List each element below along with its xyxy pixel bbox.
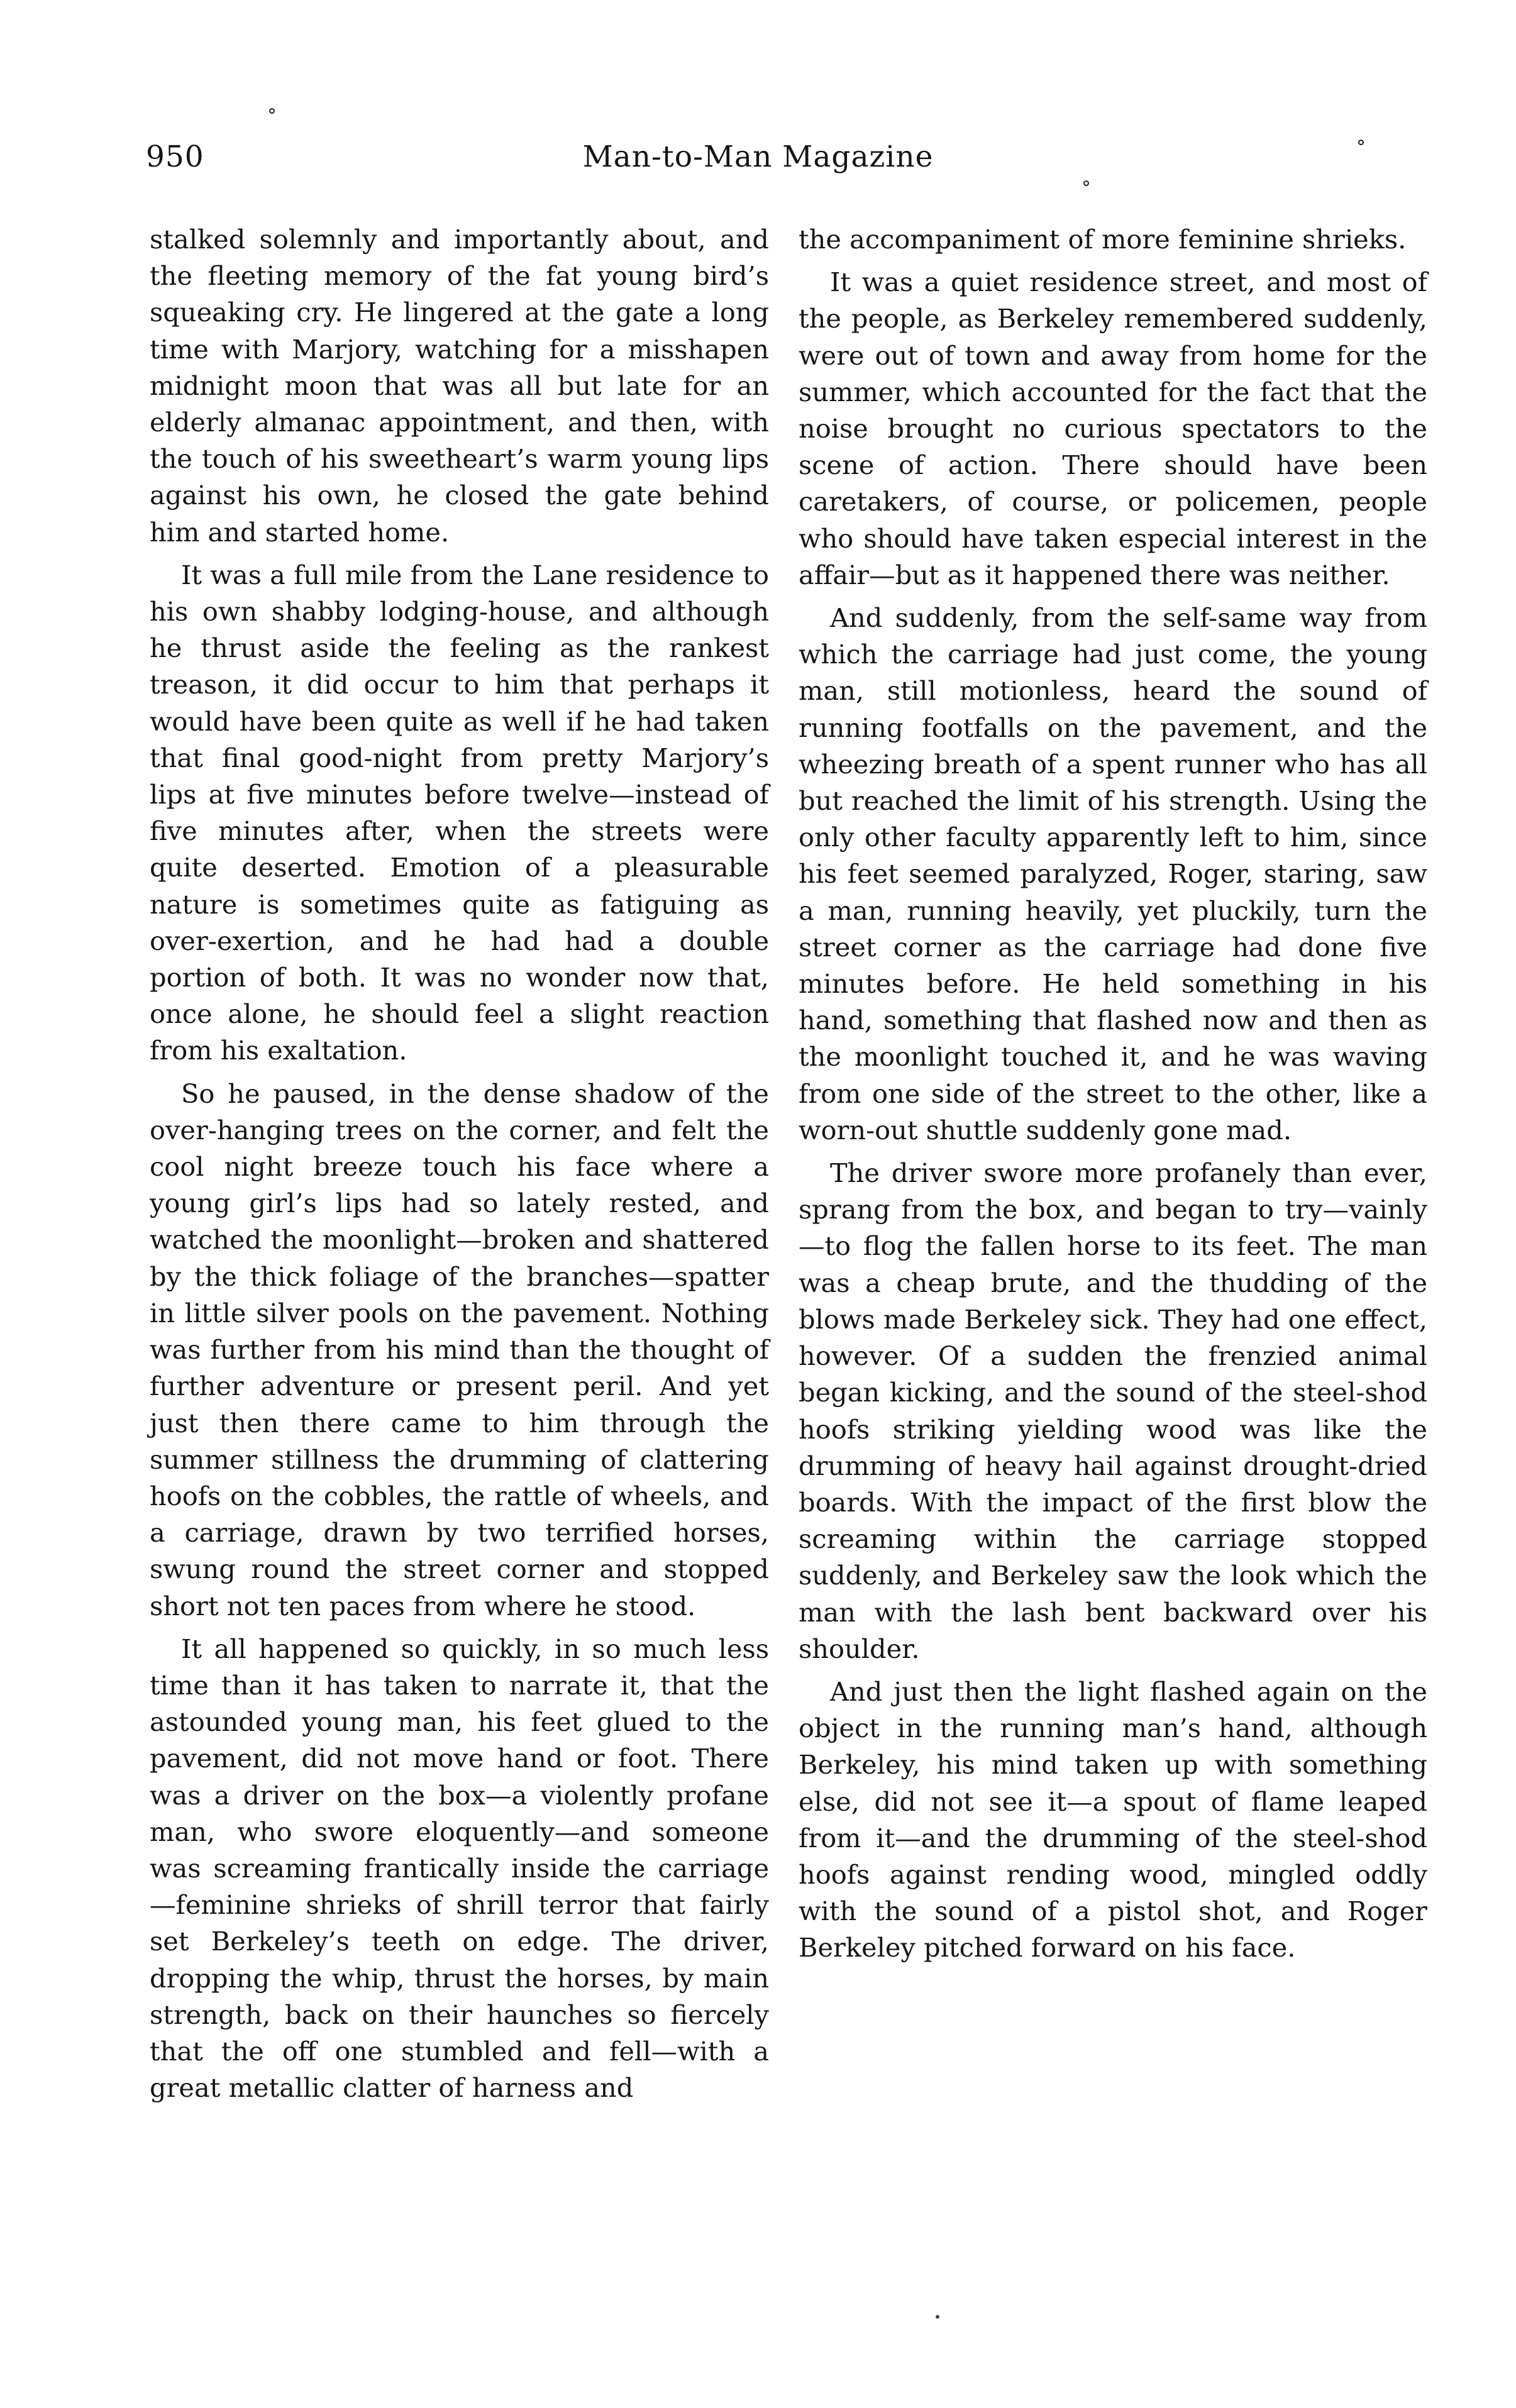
print-dot [1083, 180, 1089, 186]
right-column [799, 221, 1427, 1973]
paragraph: the accompaniment of more feminine shrieks. [799, 224, 1407, 255]
paragraph: The driver swore more profanely than ever, sprang from the box, and began to try—vainly—to flog the fallen horse to its feet. The man was a cheap brute, and the thudding of the blows made Berkeley sick. They had one effect, however. Of a sudden the frenzied animal began kicking, and the sound of the steel-shod hoofs striking yielding wood was like the drumming of heavy hail against drought-dried boards. With the impact of the first blow the screaming within the carriage stopped suddenly, and Berkeley saw the look which the man with the lash bent backward over his shoulder. [799, 1157, 1427, 1664]
page-number: 950 [146, 140, 204, 174]
paragraph: So he paused, in the dense shadow of the over-hanging trees on the corner, and felt the cool night breeze touch his face where a young girl’s lips had so lately rested, and watched the moonlight—broken and shattered by the thick foliage of the branches—spatter in little silver pools on the pavement. Nothing was further from his mind than the thought of further adventure or present peril. And yet just then there came to him through the summer stillness the drumming of clattering hoofs on the cobbles, the rattle of wheels, and a carriage, drawn by two terrified horses, swung round the street corner and stopped short not ten paces from where he stood. [150, 1078, 769, 1621]
running-title: Man-to-Man Magazine [582, 140, 934, 174]
print-dot [1358, 140, 1364, 145]
left-column [150, 221, 769, 2113]
paragraph: And suddenly, from the self-same way from which the carriage had just come, the young man, still motionless, heard the sound of running footfalls on the pavement, and the wheezing breath of a spent runner who has all but reached the limit of his strength. Using the only other faculty apparently left to him, since his feet seemed paralyzed, Roger, staring, saw a man, running heavily, yet pluckily, turn the street corner as the carriage had done five minutes before. He held something in his hand, something that flashed now and then as the moonlight touched it, and he was waving from one side of the street to the other, like a worn-out shuttle suddenly gone mad. [799, 602, 1427, 1146]
paragraph: It all happened so quickly, in so much less time than it has taken to narrate it, that the astounded young man, his feet glued to the pavement, did not move hand or foot. There was a driver on the box—a violently profane man, who swore eloquently—and someone was screaming frantically inside the carriage—feminine shrieks of shrill terror that fairly set Berkeley’s teeth on edge. The driver, dropping the whip, thrust the horses, by main strength, back on their haunches so fiercely that the off one stumbled and fell—with a great metallic clatter of harness and [150, 1633, 769, 2104]
paragraph: It was a quiet residence street, and most of the people, as Berkeley remembered suddenly, were out of town and away from home for the summer, which accounted for the fact that the noise brought no curious spectators to the scene of action. There should have been caretakers, of course, or policemen, people who should have taken especial interest in the affair—but as it happened there was neither. [799, 267, 1427, 590]
paragraph: It was a full mile from the Lane residence to his own shabby lodging-house, and although he thrust aside the feeling as the rankest treason, it did occur to him that perhaps it would have been quite as well if he had taken that final good-night from pretty Marjory’s lips at five minutes before twelve—instead of five minutes after, when the streets were quite deserted. Emotion of a pleasurable nature is sometimes quite as fatiguing as over-exertion, and he had had a double portion of both. It was no wonder now that, once alone, he should feel a slight reaction from his exaltation. [150, 559, 769, 1066]
page-header [0, 140, 1516, 190]
paragraph: stalked solemnly and importantly about, and the fleeting memory of the fat young bird’s squeaking cry. He lingered at the gate a long time with Marjory, watching for a misshapen midnight moon that was all but late for an elderly almanac appointment, and then, with the touch of his sweetheart’s warm young lips against his own, he closed the gate behind him and started home. [150, 224, 769, 548]
print-dot [269, 108, 275, 114]
paragraph: And just then the light flashed again on the object in the running man’s hand, although Berkeley, his mind taken up with something else, did not see it—a spout of flame leaped from it—and the drumming of the steel-shod hoofs against rending wood, mingled oddly with the sound of a pistol shot, and Roger Berkeley pitched forward on his face. [799, 1676, 1427, 1963]
print-speck [936, 2315, 939, 2319]
